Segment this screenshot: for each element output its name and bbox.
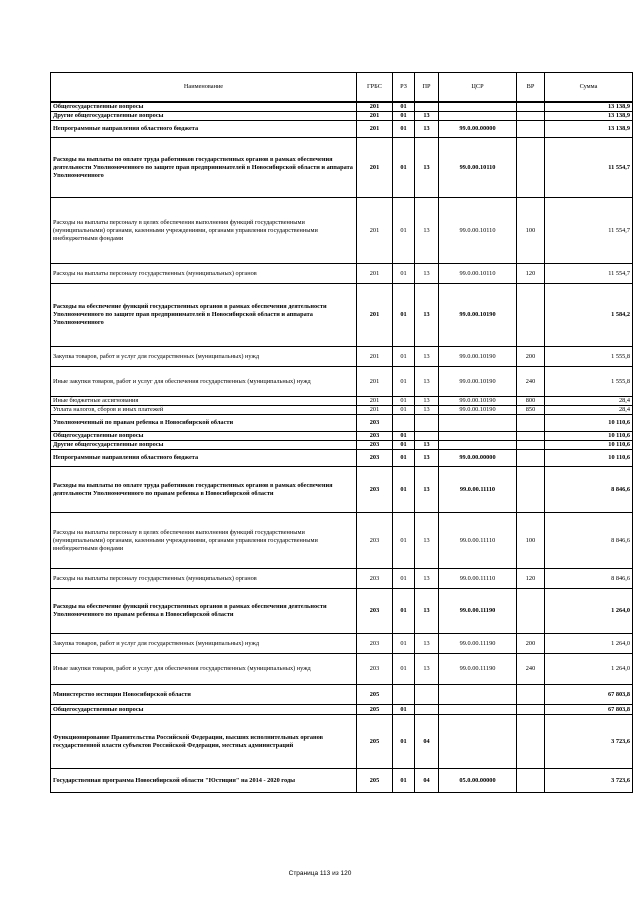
table-row: [51, 406, 633, 415]
cell-csr: 99.0.00.11110: [439, 513, 517, 569]
cell-pr: 13: [415, 450, 439, 467]
header-sum: Сумма: [545, 73, 633, 103]
cell-name: Расходы на выплаты персоналу государственных (муниципальных) органов: [51, 569, 357, 589]
cell-vr: [517, 685, 545, 705]
cell-grbs: 201: [357, 121, 393, 138]
cell-rz: 01: [393, 138, 415, 198]
cell-csr: [439, 415, 517, 432]
cell-csr: 99.0.00.00000: [439, 121, 517, 138]
cell-csr: [439, 112, 517, 121]
cell-grbs: 205: [357, 705, 393, 715]
table-row: [51, 715, 633, 769]
cell-grbs: 203: [357, 634, 393, 654]
cell-sum: 1 264,0: [545, 654, 633, 685]
cell-grbs: 201: [357, 198, 393, 264]
cell-rz: 01: [393, 102, 415, 112]
cell-grbs: 205: [357, 685, 393, 705]
cell-csr: 99.0.00.10110: [439, 198, 517, 264]
cell-sum: 11 554,7: [545, 138, 633, 198]
cell-vr: [517, 121, 545, 138]
cell-sum: 10 110,6: [545, 415, 633, 432]
cell-grbs: 201: [357, 102, 393, 112]
table-row: [51, 634, 633, 654]
cell-csr: 99.0.00.11190: [439, 654, 517, 685]
cell-rz: 01: [393, 264, 415, 284]
cell-rz: 01: [393, 654, 415, 685]
cell-grbs: 203: [357, 589, 393, 634]
table-row: [51, 198, 633, 264]
cell-csr: 99.0.00.10190: [439, 406, 517, 415]
cell-rz: 01: [393, 121, 415, 138]
cell-csr: [439, 102, 517, 112]
table-row: [51, 112, 633, 121]
cell-sum: 8 846,6: [545, 569, 633, 589]
cell-sum: 28,4: [545, 406, 633, 415]
header-rz: РЗ: [393, 73, 415, 103]
cell-name: Функционирование Правительства Российской Федерации, высших исполнительных органов государственной власти субъектов Российской Федерации, местных администраций: [51, 715, 357, 769]
header-pr: ПР: [415, 73, 439, 103]
cell-vr: [517, 467, 545, 513]
cell-name: Расходы на выплаты персоналу в целях обеспечения выполнения функций государственными (муниципальными) органами, казенными учреждениями, органами управления государственными внебюджетными фондами: [51, 198, 357, 264]
cell-vr: 200: [517, 347, 545, 367]
cell-vr: 100: [517, 513, 545, 569]
header-name: Наименование: [51, 73, 357, 103]
cell-rz: [393, 685, 415, 705]
cell-pr: 13: [415, 589, 439, 634]
cell-sum: 1 555,8: [545, 367, 633, 397]
cell-sum: 10 110,6: [545, 441, 633, 450]
cell-pr: 13: [415, 347, 439, 367]
cell-grbs: 201: [357, 284, 393, 347]
table-row: [51, 450, 633, 467]
cell-csr: [439, 705, 517, 715]
cell-csr: [439, 685, 517, 705]
table-row: [51, 513, 633, 569]
cell-pr: 13: [415, 284, 439, 347]
cell-pr: [415, 685, 439, 705]
cell-name: Иные закупки товаров, работ и услуг для обеспечения государственных (муниципальных) нужд: [51, 654, 357, 685]
cell-pr: 13: [415, 198, 439, 264]
cell-csr: 99.0.00.10190: [439, 397, 517, 406]
cell-grbs: 203: [357, 467, 393, 513]
cell-name: Расходы на обеспечение функций государственных органов в рамках обеспечения деятельности Уполномоченного по правам ребенка в Новосибирской области: [51, 589, 357, 634]
table-header-row: [51, 73, 633, 103]
table-row: [51, 432, 633, 441]
cell-rz: 01: [393, 441, 415, 450]
cell-rz: 01: [393, 450, 415, 467]
cell-name: Уплата налогов, сборов и иных платежей: [51, 406, 357, 415]
cell-grbs: 201: [357, 347, 393, 367]
cell-csr: [439, 441, 517, 450]
cell-pr: 13: [415, 513, 439, 569]
cell-grbs: 201: [357, 112, 393, 121]
cell-rz: 01: [393, 347, 415, 367]
cell-vr: 200: [517, 634, 545, 654]
cell-rz: 01: [393, 715, 415, 769]
cell-csr: 99.0.00.10190: [439, 284, 517, 347]
cell-grbs: 201: [357, 367, 393, 397]
cell-name: Расходы на выплаты по оплате труда работников государственных органов в рамках обеспечения деятельности Уполномоченного по защите прав предпринимателей в Новосибирской области и аппарата Уполномоченного: [51, 138, 357, 198]
cell-vr: [517, 705, 545, 715]
cell-pr: 04: [415, 715, 439, 769]
cell-sum: 8 846,6: [545, 467, 633, 513]
cell-rz: 01: [393, 513, 415, 569]
cell-name: Государственная программа Новосибирской области "Юстиция" на 2014 - 2020 годы: [51, 769, 357, 793]
cell-vr: [517, 589, 545, 634]
cell-sum: 1 584,2: [545, 284, 633, 347]
cell-grbs: 203: [357, 569, 393, 589]
table-row: [51, 654, 633, 685]
cell-name: Другие общегосударственные вопросы: [51, 441, 357, 450]
cell-name: Непрограммные направления областного бюджета: [51, 450, 357, 467]
table-row: [51, 685, 633, 705]
cell-sum: 1 264,0: [545, 589, 633, 634]
cell-pr: 13: [415, 112, 439, 121]
cell-sum: 13 138,9: [545, 112, 633, 121]
cell-pr: 13: [415, 654, 439, 685]
cell-vr: 240: [517, 654, 545, 685]
table-row: [51, 705, 633, 715]
cell-vr: 850: [517, 406, 545, 415]
cell-grbs: 201: [357, 397, 393, 406]
table-row: [51, 415, 633, 432]
cell-vr: 100: [517, 198, 545, 264]
cell-grbs: 201: [357, 406, 393, 415]
cell-pr: [415, 415, 439, 432]
cell-rz: [393, 415, 415, 432]
cell-rz: 01: [393, 634, 415, 654]
cell-name: Закупка товаров, работ и услуг для государственных (муниципальных) нужд: [51, 347, 357, 367]
cell-grbs: 203: [357, 513, 393, 569]
cell-name: Расходы на выплаты по оплате труда работников государственных органов в рамках обеспечения деятельности Уполномоченного по правам ребенка в Новосибирской области: [51, 467, 357, 513]
table-body: [51, 102, 633, 793]
cell-name: Общегосударственные вопросы: [51, 102, 357, 112]
cell-sum: 10 110,6: [545, 432, 633, 441]
cell-rz: 01: [393, 769, 415, 793]
cell-rz: 01: [393, 367, 415, 397]
cell-pr: [415, 705, 439, 715]
cell-rz: 01: [393, 705, 415, 715]
cell-pr: 13: [415, 569, 439, 589]
cell-grbs: 203: [357, 654, 393, 685]
cell-csr: 99.0.00.10190: [439, 367, 517, 397]
cell-grbs: 203: [357, 415, 393, 432]
table-row: [51, 284, 633, 347]
cell-pr: 13: [415, 441, 439, 450]
cell-csr: [439, 432, 517, 441]
cell-vr: 800: [517, 397, 545, 406]
table-row: [51, 569, 633, 589]
cell-csr: 99.0.00.10190: [439, 347, 517, 367]
cell-pr: 13: [415, 264, 439, 284]
cell-rz: 01: [393, 406, 415, 415]
table-row: [51, 138, 633, 198]
cell-rz: 01: [393, 589, 415, 634]
cell-rz: 01: [393, 467, 415, 513]
cell-rz: 01: [393, 569, 415, 589]
cell-csr: 99.0.00.10110: [439, 138, 517, 198]
cell-name: Расходы на обеспечение функций государственных органов в рамках обеспечения деятельности Уполномоченного по защите прав предпринимателей в Новосибирской области и аппарата Уполномоченного: [51, 284, 357, 347]
cell-grbs: 205: [357, 715, 393, 769]
cell-csr: 99.0.00.11190: [439, 634, 517, 654]
cell-name: Общегосударственные вопросы: [51, 432, 357, 441]
cell-sum: 28,4: [545, 397, 633, 406]
cell-pr: 04: [415, 769, 439, 793]
cell-name: Расходы на выплаты персоналу в целях обеспечения выполнения функций государственными (муниципальными) органами, казенными учреждениями, органами управления государственными внебюджетными фондами: [51, 513, 357, 569]
cell-grbs: 205: [357, 769, 393, 793]
cell-sum: 67 803,8: [545, 705, 633, 715]
cell-name: Общегосударственные вопросы: [51, 705, 357, 715]
cell-name: Другие общегосударственные вопросы: [51, 112, 357, 121]
cell-pr: 13: [415, 467, 439, 513]
cell-vr: [517, 450, 545, 467]
table-row: [51, 102, 633, 112]
table-row: [51, 264, 633, 284]
header-grbs: ГРБС: [357, 73, 393, 103]
cell-name: Закупка товаров, работ и услуг для государственных (муниципальных) нужд: [51, 634, 357, 654]
table-row: [51, 589, 633, 634]
cell-vr: 240: [517, 367, 545, 397]
cell-pr: 13: [415, 634, 439, 654]
cell-vr: [517, 441, 545, 450]
cell-csr: 99.0.00.11110: [439, 569, 517, 589]
cell-name: Министерство юстиции Новосибирской области: [51, 685, 357, 705]
cell-sum: 1 264,0: [545, 634, 633, 654]
cell-grbs: 203: [357, 450, 393, 467]
table-row: [51, 397, 633, 406]
cell-rz: 01: [393, 284, 415, 347]
table-row: [51, 367, 633, 397]
cell-csr: 05.0.00.00000: [439, 769, 517, 793]
cell-grbs: 203: [357, 441, 393, 450]
cell-rz: 01: [393, 397, 415, 406]
budget-table: [50, 72, 633, 793]
cell-pr: 13: [415, 397, 439, 406]
cell-name: Непрограммные направления областного бюджета: [51, 121, 357, 138]
cell-csr: [439, 715, 517, 769]
cell-vr: [517, 415, 545, 432]
cell-pr: [415, 432, 439, 441]
cell-csr: 99.0.00.11190: [439, 589, 517, 634]
cell-name: Иные бюджетные ассигнования: [51, 397, 357, 406]
cell-sum: 1 555,8: [545, 347, 633, 367]
cell-csr: 99.0.00.11110: [439, 467, 517, 513]
cell-vr: [517, 112, 545, 121]
cell-grbs: 201: [357, 264, 393, 284]
cell-sum: 13 138,9: [545, 121, 633, 138]
cell-grbs: 203: [357, 432, 393, 441]
cell-csr: 99.0.00.10110: [439, 264, 517, 284]
cell-sum: 13 138,9: [545, 102, 633, 112]
table-row: [51, 467, 633, 513]
cell-sum: 3 723,6: [545, 769, 633, 793]
cell-vr: 120: [517, 569, 545, 589]
cell-sum: 67 803,8: [545, 685, 633, 705]
cell-name: Уполномоченный по правам ребенка в Новосибирской области: [51, 415, 357, 432]
cell-pr: 13: [415, 121, 439, 138]
cell-pr: 13: [415, 367, 439, 397]
page-number: Страница 113 из 120: [288, 870, 352, 877]
table-row: [51, 769, 633, 793]
table-row: [51, 347, 633, 367]
cell-rz: 01: [393, 432, 415, 441]
cell-name: Расходы на выплаты персоналу государственных (муниципальных) органов: [51, 264, 357, 284]
cell-pr: [415, 102, 439, 112]
header-csr: ЦСР: [439, 73, 517, 103]
cell-rz: 01: [393, 198, 415, 264]
cell-vr: [517, 102, 545, 112]
cell-sum: 3 723,6: [545, 715, 633, 769]
cell-vr: [517, 138, 545, 198]
cell-vr: [517, 284, 545, 347]
cell-sum: 11 554,7: [545, 264, 633, 284]
cell-sum: 8 846,6: [545, 513, 633, 569]
cell-csr: 99.0.00.00000: [439, 450, 517, 467]
cell-sum: 10 110,6: [545, 450, 633, 467]
cell-pr: 13: [415, 406, 439, 415]
header-vr: ВР: [517, 73, 545, 103]
cell-pr: 13: [415, 138, 439, 198]
cell-vr: [517, 769, 545, 793]
cell-vr: 120: [517, 264, 545, 284]
table-row: [51, 121, 633, 138]
cell-rz: 01: [393, 112, 415, 121]
cell-grbs: 201: [357, 138, 393, 198]
cell-vr: [517, 432, 545, 441]
cell-sum: 11 554,7: [545, 198, 633, 264]
cell-name: Иные закупки товаров, работ и услуг для обеспечения государственных (муниципальных) нужд: [51, 367, 357, 397]
table-row: [51, 441, 633, 450]
cell-vr: [517, 715, 545, 769]
